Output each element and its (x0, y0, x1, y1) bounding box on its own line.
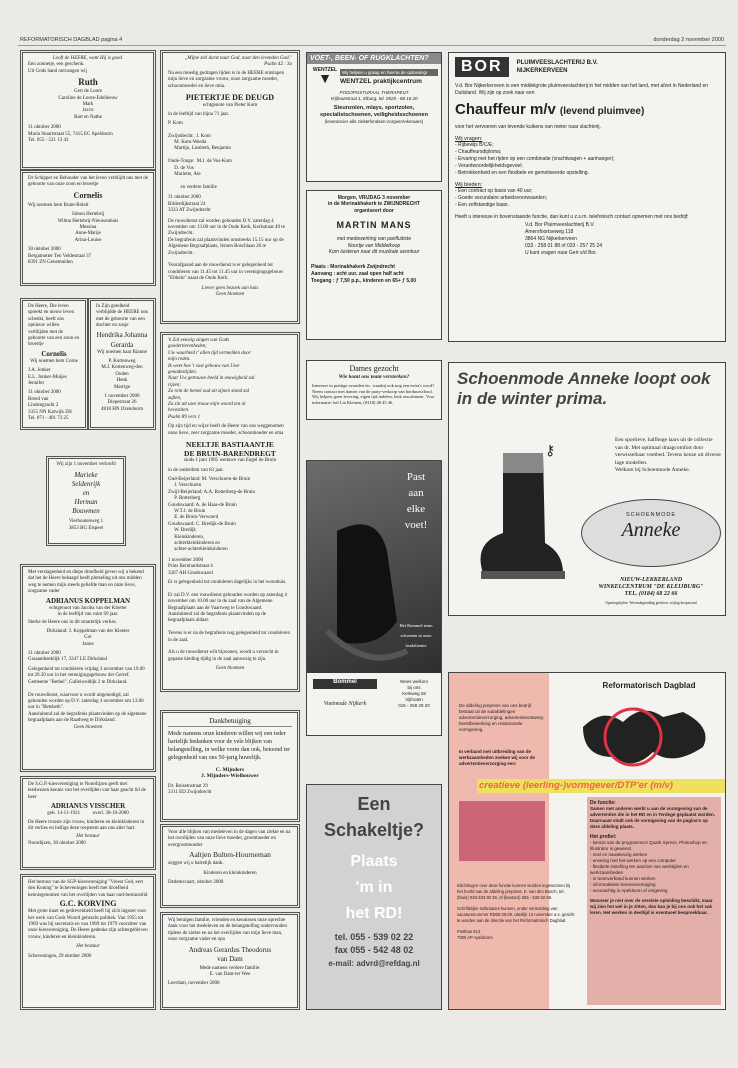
person-photo (459, 801, 545, 861)
requirement-item: - Rijbewijs B/C/E; (455, 141, 494, 148)
intro: Wij zijn 1 november verloofd (56, 462, 116, 467)
footer: Dedemsvaart, oktober 2000 (168, 880, 224, 886)
baby-name: Ruth (78, 77, 98, 88)
foot-icon: ▼ (318, 72, 332, 87)
body-text: Voor alle blijken van medeleven in de dagen van ziekte en na het overlijden van onze lieve moeder, grootmoeder en overgrootmoeder (168, 830, 291, 848)
body-text: Een sportieve, halfhoge laars uit de collectie van dr. Met optimaal draagcomfort door verwisselbaar voetbed. Tevens kenze uit diverse lage modellen. Welkom bij Schoenmode Anneke. (615, 437, 721, 473)
role: voor het vervoeren van levende kuikens van meter naar slachterij. (455, 124, 601, 131)
verse: Looft de HEERE, want Hij is goed. (52, 56, 124, 61)
note: (leverancier alle ziektefondsen-zorgverzekeraars) (324, 119, 424, 125)
intro: De afdeling prepress van ons bedrijf bestaat uit de subafdelingen advertentieverzorging, advertentieontwerp, beeldbewerking en redactionele vormgeving. (459, 703, 545, 732)
signoff: Het bestuur (76, 834, 100, 840)
obituary-de-deugd (162, 52, 298, 322)
body-text: Met grote inzet en gedrevenheid heeft hij zich ingezet voor het werk van Gods Woord gebracht politiek. Van 1955 tot 1969 was hij secretaris en van 1969 tot 1979 voorzitter van onze kiesvereniging. De Heere gedenke zijn achtergebleven vrouw, kinderen en kleinkinderen. (28, 909, 148, 940)
profile-item: - in teamverband kunnen werken (590, 876, 656, 881)
obituary-korving (22, 876, 154, 1008)
profile-list (590, 840, 718, 894)
profile-item: - kennis van de programma's Quark Xpress, Photoshop en Illustrator is gewenst (590, 840, 707, 851)
note: Wij noemen hem Bram-Boleit (28, 202, 89, 208)
intro: Een zonnetje, een geschenk. Uit Gods hand ontvangen wij (28, 62, 87, 74)
requirements-list (455, 142, 719, 177)
intro: De Heere, Die leven spreekt en nieuw leven schenkt, heeft ons opnieuw willen verblijden met de geboorte van een zoon en broertje (28, 304, 80, 348)
footer: 1 november 2000 Diepestraat 26 4818 HN IJzendoorn (101, 394, 143, 412)
company-logo: BOR (455, 57, 509, 77)
deceased-name: G.C. KORVING (59, 899, 117, 909)
birth-ad-cornelis (22, 172, 154, 284)
offer-item: - Een zelfstandige baan. (455, 201, 509, 208)
body-text: Interesse in prettige avonden etc. waarbij ook nog een extra's word? Neem contact met dames van de party-verkoop van borduurschool. Wij helpen, geen levering, eigen tijd indelen, leuk assortiment. Voor informatie: bel Lia Kleinen, (0318) 48 45 46. (312, 383, 435, 405)
names: C. Mijnders J. Mijnders-Wielhouwer (201, 767, 259, 780)
intro: Dr Schipper en Behouder van het leven verblijdt ons met de geboorte van onze zoon en broertje (28, 176, 148, 188)
concert-ad (306, 190, 442, 340)
intro: Op zijn tijd en wijze heeft de Heere van ons weggenomen onze lieve, zeer zorgzame moeder, schoonmoeder en oma (168, 424, 284, 436)
birth-ad-cornelis-jonker (22, 300, 86, 428)
deceased-name: NEELTJE BASTIAANTJE DE BRUIN-BARENDREGT (184, 440, 276, 459)
anneke-logo (581, 499, 721, 567)
application-info: Inlichtingen over deze functie kunnen worden ingewonnen bij het hoofd van de afdeling prepress, E. van den Bosch, tel. (thuis) 038-333 90 36, of (kantoor) 055 - 539 02 56. Schriftelijke sollicitaties kunnen, onder vermelding van vacaturenummer RD00.09.09, uiterlijk 13 november a.s. gericht te worden aan de directie van het Reformatorisch Dagblad. Postbus 613 7300 AP Apeldoorn (457, 883, 575, 941)
parents: P. Kortenweg M.J. Kortenweg-den Ouden Henk Marrige (101, 359, 143, 390)
wentzel-ad (306, 52, 442, 182)
deceased-name: Andreas Gerardus Theodorus van Dam (188, 945, 272, 963)
job-title: creatieve (leerling-)vormgever/DTP'er (m/v) (477, 779, 726, 793)
family: Dirksland: J. Koppelman-van der Kloeter Cor Janne (46, 628, 130, 647)
footer: Scheveningen, 29 oktober 2000 (28, 953, 92, 959)
header-left: REFORMATORISCH DAGBLAD pagina 4 (20, 37, 123, 43)
family: P. Kom Zwijndrecht: J. Kom M. Kom-Weeda Martijn, Liesbeth, Benjamin Oude-Tonge: M.J. de Vos-Kom D. de Vos Mariette, Ate en verdere familie (168, 120, 232, 190)
thanks-mijnders (162, 712, 298, 820)
signoff: Kinderen en kleinkinderen (203, 870, 257, 876)
requirement-item: - Chauffeursdiploma; (455, 148, 502, 155)
profile-item: - woonachtig in Apeldoorn of omgeving (590, 888, 668, 893)
intro: Met verslagenheid en diepe droefheid geven wij u bekend dat het de Heere behaagd heeft plotseling uit ons midden weg te nemen mijn steeds geliefde man en onze lieve, zorgzame vader (28, 570, 144, 595)
engagement-ad (48, 458, 124, 544)
footer: 31 oktober 2000 Bilderdijkstraat 24 3333 AT Zwijndrecht (168, 195, 211, 214)
footer: 30 oktober 2000 Bergamotter Ten Veldestraat 37 8391 ZN Genemuiden (28, 247, 92, 266)
signoff: Geen bloemen (215, 666, 245, 672)
offer-item: - Een contract op basis van 40 uur; (455, 187, 533, 194)
profile-item: - snel en nauwkeurig werken (590, 852, 648, 857)
function-text: Samen met anderen werkt u aan de vormgeving van de advertenties die in het RD en in Terdege geplaatst worden. Daarnaast vindt ook de vormgeving van de pagina's op deze afdeling plaats. (590, 806, 715, 829)
info: Plaats : Morinakhakerk Zwijndrecht Aanvang : acht uur, zaal open half acht Toegang : ƒ 7,50 p.p., kinderen en 65+ ƒ 5,00 (311, 264, 417, 284)
page-header (18, 36, 726, 46)
intro: V.d. Bor Nijkerkerveen is een middelgrote pluimveeslachterij in het midden van het land, met afzet in Nederland en Duitsland. Wij zijn op zoek naar een (455, 83, 709, 96)
address: V.d. Bor Pluimveeslachterij B.V. Amersfoortseweg 118 3864 NG Nijkerkerveen 033 - 258 01 88 of 033 - 257 25 24 U kunt vragen naar Gert v/d Bor. (525, 222, 603, 257)
note: Wij noemen haar Rianne (97, 349, 147, 355)
thanks-van-dam (162, 914, 298, 1008)
intro-2: In verband met uitbreiding van de werkzaamheden zoeken wij voor de advertentieverzorging een: (459, 749, 536, 766)
rd-vacancy-ad (448, 672, 726, 1010)
family: Oud-Beijerland: M. Verschuren-de Bruin J. Verschuren Zwijl-Beijerland: A.A. Rotterberg-de Bruin P. Rotterberg Goudswaard: A. de Haas-de Bruin W.T.J. de Bruin E. de Bruin-Verwoerd Goudswaard: C. Bredijk-de Bruin W. Bredijk Kleinkinderen, achterkleinkinderen en achter-achterkleinkinderen (168, 476, 255, 553)
brand-logo: Bommel (313, 679, 377, 689)
parents: J.A. Jonker E.L. Jonker-Muijes Jennifer (28, 368, 67, 387)
deceased-name: PIETERTJE DE DEUGD (185, 93, 275, 103)
subtext: Het Bommel team schoenen in onze loadaliemie (399, 623, 433, 648)
footer: Vierhoutenweg 1 3853 BG Elspeet (68, 519, 104, 531)
date: Morgen, VRIJDAG 3 november in de Morinakhakerk te ZWIJNDRECHT organiseert door (328, 195, 420, 214)
line-3: Plaats (350, 853, 398, 870)
footer: Leerdam, november 2000 (168, 981, 220, 987)
parents: Simon Hertebrij Wilma Hertebrij-Nieuwenhuis Messina Anne-Marije Arina-Louise (57, 212, 119, 243)
deceased-name: ADRIANUS KOPPELMAN (45, 596, 131, 605)
offer-list (455, 188, 719, 209)
baby-name: Hendrika Johanna Gerarda (96, 330, 148, 349)
opening-hours: Openingstijden: Woensdagmiddag gesloten, vrijdag koopavond (605, 601, 697, 605)
phone: tel. 055 - 539 02 22 (334, 932, 414, 942)
subline: zeggen wij u hartelijk dank. (168, 861, 224, 867)
schakeltje-ad (306, 784, 442, 1010)
brand: WENTZEL praktijkcentrum (340, 78, 422, 86)
verse: Sterke de Heere ons in dit smartelijk verlies. (28, 620, 117, 626)
world-map-illustration (573, 697, 723, 777)
store-name: Voetmode Nijkerk (323, 701, 367, 707)
body-text: Mede namens onze kinderen willen wij een ieder hartelijk bedanken voor de vele blijken van belangstelling, in welke vorm dan ook, betoond ter gelegenheid van ons 50-jarig huwelijk. (168, 731, 291, 761)
couple-names: Marieke Seldenrijk en Herman Bouwmen (71, 471, 101, 516)
body-text: Er is gelegenheid tot condoleren dagelijks in het woonhuis. Er zal D.V. een rouwdienst gehouden worden op zaterdag 4 november om 10.00 uur in de zaal van de Algemene Begraafplaats aan de Vaartweg te Goudswaard. Aansluitend zal de begrafenis plaatsvinden op de begraafplaats aldaar. Tevens is er na de begrafenis nog gelegenheid tot condoleren in de zaal. Als u de rouwdienst wilt bijwonen, wordt u verzocht in gepaste kleding tijdig in de zaal aanwezig te zijn. (168, 580, 290, 662)
email: e-mail: advrd@refdag.nl (328, 959, 420, 968)
dames-ad (306, 360, 442, 420)
obituary-neeltje (162, 334, 298, 690)
intro: In Zijn goedheid verblijdde de HEERE ons met de geboorte van een dochter en zusje (96, 304, 148, 329)
deceased-name: Aaltjen Bulten-Hourneman (189, 850, 271, 860)
requirements-title: Wij vragen: (455, 135, 483, 142)
function-title: De functie: (590, 800, 616, 806)
obituary-visscher (22, 778, 154, 868)
line-5: het RD! (345, 905, 403, 922)
guest: met medewerking van panfluitiste Noortje van Middelkoop Kom luisteren naar dit muzikale avontuur (328, 236, 420, 256)
logo-text: WENTZEL (312, 67, 338, 73)
info: Wees welkom bij ons Kerkweg 28 Vijfnoten 015 - 268 28 20 (398, 679, 430, 708)
footer: 31 oktober 2000 Graaambeeklijk 17, 3247 LE Dirksland (28, 651, 108, 663)
key-icon: ⚷ (545, 444, 556, 459)
logo-text: Anneke (621, 519, 681, 541)
headline: Schoenmode Anneke loopt ook in de winter prima. (457, 369, 711, 408)
baby-name: Cornelis (73, 190, 103, 200)
subline: Mede namens verdere familie: E. van Dam-ter Wee (199, 965, 261, 978)
line-2: Schakeltje? (323, 820, 425, 840)
subline: Wij helpen u graag en hierna de oplossing! (340, 69, 438, 77)
age: in de ouderdom van 83 jaar. (168, 467, 224, 473)
offer-item: - Goede secundaire arbeidsvoorwaarden; (455, 194, 547, 201)
footer: 1 november 2000 Prins Bernhardstraat 4 3267 AH Goudswaard (168, 557, 213, 576)
shopping-center: WINKELCENTRUM "DE KLEIJBURG" (598, 584, 704, 590)
baby-name: Cornelis (41, 349, 67, 358)
birth-ad-hendrika (90, 300, 154, 428)
artist: MARTIN MANS (336, 220, 412, 231)
services: Steunzolen, mlays, sportzolen, specialistschoenen, veiligheidsschoenen (320, 105, 428, 119)
ad-title: VOET-, BEEN- OF RUGKLACHTEN? (307, 53, 441, 64)
job-title: Chauffeur m/v (455, 101, 556, 119)
footer: Dr. Boisetnstraat 29 3311 ED Zwijndrecht (168, 783, 212, 796)
right-panel (587, 797, 721, 1005)
header-right: donderdag 2 november 2000 (653, 37, 724, 43)
footer: 31 oktober 2000 Breed van Lindengracht 2 3355 NN Katwijk ZH Tel. 071 - 401 73 25 (28, 390, 72, 422)
requirement-item: - Verantwoordelijkheidsgevoel; (455, 162, 523, 169)
verse: 'k Zal eeuwig zingen van Gods goedertierenheden; Uw waarheid t' allen tijd vermelden door mijn reden. Ik weet hoe 't vast gebouw van Uwe genadestijden. Naar Uw getrouwe beeld in eeuwigheid zal rijzen; Zo rein de hemel oud uit zijnen stand zal zuften, Zo zin uit uwe trouw mijn woord ten al bevestiten. Psalm 89 vers 1 (168, 338, 255, 420)
intro: Na een moedig gedragen lijden is in de HEERE ontslapen mijn lieve en zorgzame vrouw, onze zorgzame moeder, schoonmoeder en lieve oma. (168, 70, 284, 89)
ad-title: Dames gezocht (349, 364, 399, 373)
wentzel-logo (310, 67, 340, 87)
contact-text: Heeft u interesse in bovenstaande functie, dan kunt u z.s.m. telefonisch contact opnemen met ons bedrijf: (455, 213, 689, 220)
footer: Noordijzen, 30 oktober 2000 (28, 840, 86, 846)
signoff: Geen bloemen (73, 724, 103, 730)
widow-line: sinds 1 juni 1985 weduwe van Engel de Bruin (183, 458, 277, 464)
intro: Het bestuur van de SGP-kiesvereniging "Vreest God, eert den Koning" te Scheveningen heeft met droefheid kennisgenomen van het overlijden van haar oud-bestuurslid (28, 880, 148, 898)
signoff: Het bestuur (76, 944, 100, 950)
job-subtitle: (levend pluimvee) (559, 106, 645, 118)
slogan: Past aan elke voet! (404, 471, 428, 531)
birth-ad-ruth (22, 52, 154, 168)
profile-item: - ervaring met het werken op een computer (590, 858, 677, 863)
logo-top: SCHOENMODE (625, 512, 677, 518)
body-text: Wij betuigen familie, vrienden en kennissen onze oprechte dank voor het medeleven en de belangstelling ondervonden tijdens de ziekte en na het overlijden van mijn lieve man, onze zorgzame vader en opa (168, 918, 287, 943)
profile-item: - informatieleis levensovertuiging (590, 882, 656, 887)
phone: TEL. (0184) 68 22 66 (624, 591, 678, 597)
signoff: Liever geen bezoek aan huis Geen bloemen (201, 285, 259, 297)
anneke-shoe-ad (448, 362, 726, 616)
profile-item: - flexibele instelling ten aanzien van werktijden en werkzaamheden (590, 864, 689, 875)
company-name: PLUIMVEESLACHTERIJ B.V. NIJKERKERVEEN (516, 60, 598, 74)
spouse: echtgenoot van Jacoba van der Kloeter (49, 605, 127, 611)
brand: Reformatorisch Dagblad (602, 681, 696, 690)
bommel-shoe-ad (306, 460, 442, 736)
footer-text: Wanneer je niet over de vereiste opleiding beschikt, maar wij zien het wel in je zitten, dan kan je bij ons ook het vak leren. Het werken in deeltijd is eventueel bespreekbaar. (590, 898, 713, 915)
subtitle: Wie komt ons team versterken? (338, 374, 410, 380)
body-text: De Heere trooste zijn vrouw, kinderen en kleinkinderen in dit verlies en heilige deze roepstem aan ons aller hart. (28, 819, 145, 832)
requirement-item: - Ervaring met het rijden op een combinatie (vrachtwagen + aanhanger); (455, 155, 615, 162)
line-1: Een (357, 794, 391, 814)
body-text: Gelegenheid tot condoleren vrijdag 3 november van 19.00 tot 20.30 uur in het verenigingsgebouw der Gerref. Gemeente "Bethel", Galleiwoldijk 2 te Dirksland. De rouwdienst, waarvoor u wordt uitgenodigd, zal gehouden worden op D.V. zaterdag 4 november om 13.00 uur in "Betsheth". Aansluitend zal de begrafenis plaatsvinden op de algemene begraafplaats aan de Raadweg te Dirksland. (28, 666, 147, 724)
body-text: De rouwdienst zal worden gehouden D.V. zaterdag 4 november om 13.00 uur in de Oude Kerk, Kerkstraat 49 te Zwijndrecht. De begrafenis zal plaatsvinden omstreeks 15.15 uur op de Algemene Begraafplaats, Jeroen Boschlaan 26 te Zwijndrecht. Voorafgaand aan de rouwdienst is er gelegenheid tot condoleren van 11.45 tot 11.45 uur in verenigingsgebouw "Elthelo" naast de Oude Kerk. (168, 218, 285, 282)
offer-title: Wij bieden: (455, 181, 483, 188)
thanks-bulten (162, 826, 298, 906)
requirement-item: - Betrokkenheid en een flexibele en gemotiveerde opstelling. (455, 169, 589, 176)
age: in de leeftijd van ruim 69 jaar. (57, 612, 119, 618)
intro: De S.G.P.-kiesvereniging te Noordijzen geeft met leedwezen kennis van het overlijden van haar geacht lid de heer (28, 782, 146, 800)
boot-illustration (463, 443, 573, 593)
spouse: echtgenote van Pieter Kom (202, 103, 258, 109)
place: NIEUW-LEKKERLAND (619, 577, 683, 583)
line-4: 'm in (355, 879, 393, 896)
title: Dankbetuiging (168, 716, 292, 727)
dates: geb. 14-11-1921 overl. 30-10-2000 (47, 811, 129, 817)
bor-vacancy-ad (448, 52, 726, 342)
parents: Gert de Loore Caroline de Loore-Edelleeuw Mark Jacco Bart en Nathe (58, 89, 118, 120)
obituary-koppelman (22, 566, 154, 770)
fax: fax 055 - 542 48 02 (334, 945, 414, 955)
verse: „Mijne ziel dorst naar God, naar den levenden God." Psalm 42 : 3a (184, 56, 292, 68)
address: PODOPOSTURAAL THERAPEUT Vrijhoutstraat 1, Elburg, tel. 0525 - 68 16 20 (330, 90, 418, 101)
profile-title: Het profiel: (590, 834, 617, 840)
note: Wij noemen hem Corne (30, 358, 78, 364)
footer: 31 oktober 2000 Maria Stuartstraat 55, 7415 EC Apeldoorn Tel. 055 - 521 13 43 (28, 125, 113, 144)
deceased-name: ADRIANUS VISSCHER (50, 802, 126, 811)
age: in de leeftijd van bijna 71 jaar. (168, 112, 229, 118)
